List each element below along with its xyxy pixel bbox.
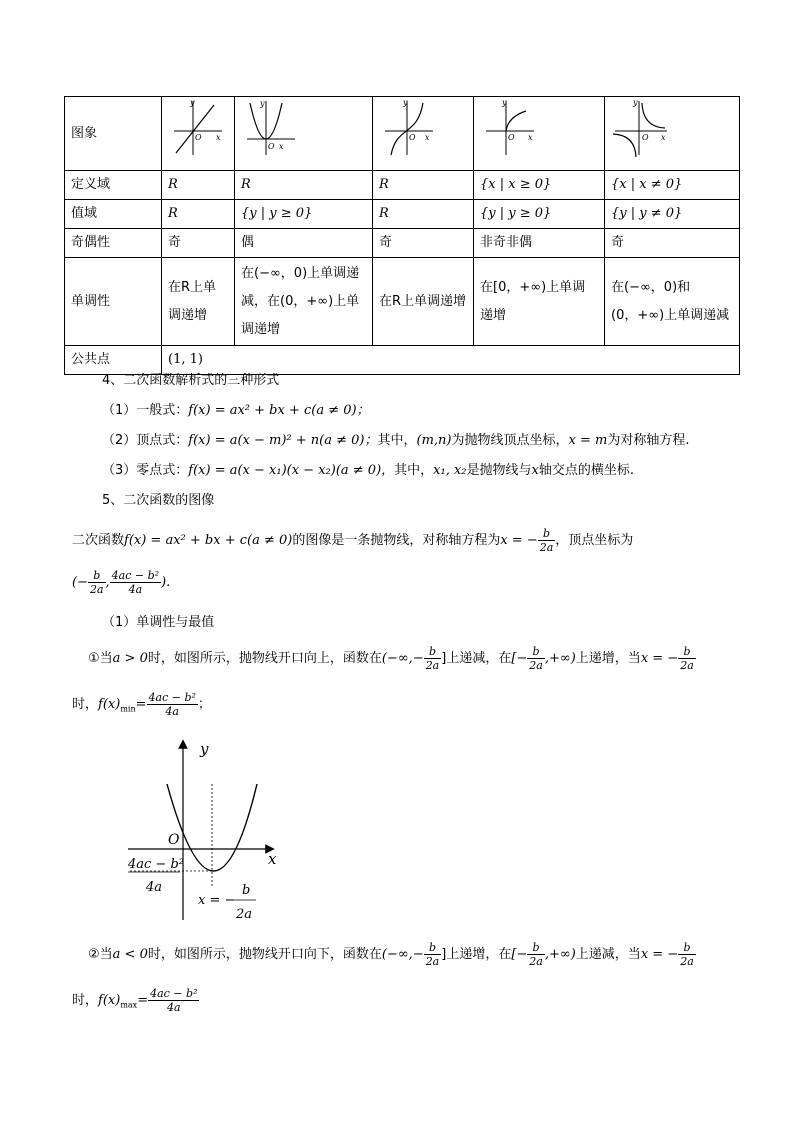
svg-text:y: y [403, 98, 408, 107]
axis-eq-label: x = − [198, 893, 236, 908]
form-general-label: （1）一般式： [102, 403, 189, 418]
frac-num: b [527, 645, 545, 659]
interval: ,+∞) [544, 651, 576, 666]
fraction [148, 987, 199, 1014]
section-4-title: 4、二次函数解析式的三种形式 [102, 373, 280, 388]
f-min: f(x) [98, 697, 121, 712]
axis-eq: x = − [640, 651, 679, 666]
frac-den: 2a [425, 659, 440, 672]
interval: ,+∞) [544, 947, 576, 962]
domain-value: {x | x ≠ 0} [605, 171, 740, 200]
frac-den: 4a [128, 583, 143, 596]
row-header-monotonicity: 单调性 [65, 258, 162, 346]
row-header-range: 值域 [65, 200, 162, 229]
svg-text:O: O [642, 133, 649, 142]
frac-num: 4ac − b² [148, 691, 196, 704]
form-general [102, 402, 370, 420]
text: 的图像是一条抛物线，对称轴方程为 [292, 533, 501, 548]
text: 为抛物线顶点坐标， [451, 433, 569, 448]
text: 二次函数 [72, 533, 125, 548]
form-zero [102, 462, 634, 480]
frac-num: b [88, 569, 106, 583]
form-zero-formula: f(x) = a(x − x₁)(x − x₂)(a ≠ 0)， [188, 463, 395, 478]
svg-text:y: y [633, 98, 638, 107]
frac-den: 2a [529, 659, 543, 672]
text: ]上递减，在 [441, 651, 512, 666]
form-general-formula: f(x) = ax² + bx + c(a ≠ 0)； [188, 403, 370, 418]
graph-y-equals-x-squared [241, 97, 301, 159]
text: ). [161, 575, 171, 590]
frac-den: 2a [89, 583, 104, 596]
svg-text:O: O [268, 142, 275, 151]
graph-y-equals-sqrt-x [480, 97, 540, 159]
frac-den: 2a [529, 955, 543, 968]
roots: x₁, x₂ [433, 463, 467, 478]
text: 上递减，当 [575, 947, 641, 962]
axis-eq: x = − [640, 947, 679, 962]
frac-den: 2a [680, 659, 694, 672]
fraction [678, 941, 696, 968]
parity-value: 奇 [373, 229, 474, 258]
range-value: R [373, 200, 474, 229]
range-value: {y | y ≠ 0} [605, 200, 740, 229]
interval: (−∞,− [381, 651, 424, 666]
graph-y-equals-x [168, 97, 228, 159]
text: ②当 [88, 947, 113, 962]
x-var: x [531, 463, 539, 478]
graph-cell-4 [474, 97, 605, 171]
common-point-value: (1, 1) [162, 346, 740, 375]
text: 上递增，当 [575, 651, 641, 666]
interval: [− [511, 651, 528, 666]
domain-value: {x | x ≥ 0} [474, 171, 605, 200]
parity-value: 奇 [605, 229, 740, 258]
axis-numerator: b [242, 883, 251, 898]
row-header-domain: 定义域 [65, 171, 162, 200]
monotonicity-value: 在[0，+∞)上单调递增 [474, 258, 605, 346]
fraction [424, 645, 442, 672]
range-value: R [162, 200, 235, 229]
row-header-parity: 奇偶性 [65, 229, 162, 258]
svg-text:x: x [425, 133, 430, 142]
monotonicity-value: 在R上单调递增 [373, 258, 474, 346]
interval: [− [511, 947, 528, 962]
row-header-graph: 图象 [65, 97, 162, 171]
parabola-figure [120, 738, 290, 928]
text: 时，如图所示，抛物线开口向下，函数在 [147, 947, 382, 962]
monotonicity-value: 在R上单调递增 [162, 258, 235, 346]
y-label: y [200, 740, 209, 758]
frac-num: b [538, 527, 556, 541]
parity-value: 奇 [162, 229, 235, 258]
fraction [527, 941, 545, 968]
case-2-line [88, 938, 696, 972]
axis-eq: x = − [500, 533, 538, 548]
power-function-table [64, 96, 740, 375]
frac-den: 4a [167, 1001, 181, 1014]
min-numerator: 4ac − b² [128, 857, 184, 872]
range-value: {y | y ≥ 0} [474, 200, 605, 229]
subscript: min [120, 704, 136, 714]
text: ]上递增，在 [441, 947, 512, 962]
text: , [105, 575, 110, 590]
text: 时，如图所示，抛物线开口向上，函数在 [147, 651, 382, 666]
axis-denominator: 2a [236, 907, 253, 922]
range-value: {y | y ≥ 0} [235, 200, 373, 229]
text: 是抛物线与 [466, 463, 532, 478]
form-vertex-label: （2）顶点式： [102, 433, 189, 448]
vertex-coords: (m,n) [416, 433, 452, 448]
domain-value: R [373, 171, 474, 200]
svg-text:O: O [195, 133, 202, 142]
parity-value: 非奇非偶 [474, 229, 605, 258]
text: 时， [72, 697, 99, 712]
row-header-common-point: 公共点 [65, 346, 162, 375]
case-2-result [72, 984, 199, 1023]
section-5-intro [72, 526, 633, 556]
x-label: x [268, 850, 277, 868]
frac-num: b [424, 941, 442, 955]
text: ①当 [88, 651, 113, 666]
condition: a < 0 [112, 947, 148, 962]
section-5-title: 5、二次函数的图像 [102, 493, 215, 508]
interval: (−∞,− [381, 947, 424, 962]
svg-text:y: y [502, 98, 507, 107]
fraction [538, 527, 556, 554]
frac-num: b [424, 645, 442, 659]
text: ，顶点坐标为 [555, 533, 634, 548]
frac-num: b [678, 645, 696, 659]
text: 其中， [394, 463, 434, 478]
domain-value: R [235, 171, 373, 200]
text: 时， [72, 993, 99, 1008]
text: 其中， [377, 433, 417, 448]
monotonicity-value: 在(−∞，0)上单调递减，在(0，+∞)上单调递增 [235, 258, 373, 346]
text: = [137, 993, 149, 1008]
svg-text:y: y [190, 98, 195, 107]
graph-cell-1 [162, 97, 235, 171]
graph-cell-5 [605, 97, 740, 171]
f-max: f(x) [98, 993, 121, 1008]
sub-1-title: （1）单调性与最值 [102, 615, 215, 630]
case-1-result [72, 688, 211, 727]
frac-den: 2a [425, 955, 440, 968]
svg-text:x: x [216, 133, 221, 142]
frac-num: 4ac − b² [150, 987, 198, 1000]
parity-value: 偶 [235, 229, 373, 258]
text: 为对称轴方程. [607, 433, 690, 448]
svg-text:O: O [409, 133, 416, 142]
domain-value: R [162, 171, 235, 200]
axis-equation: x = m [568, 433, 608, 448]
frac-num: b [527, 941, 545, 955]
text: (− [72, 575, 88, 590]
frac-den: 2a [539, 541, 554, 554]
case-1-line [88, 642, 696, 676]
subscript: max [120, 1000, 138, 1010]
quadratic-formula: f(x) = ax² + bx + c(a ≠ 0) [124, 533, 293, 548]
graph-cell-2 [235, 97, 373, 171]
frac-num: b [678, 941, 696, 955]
fraction [678, 645, 696, 672]
frac-den: 2a [680, 955, 694, 968]
svg-text:O: O [508, 133, 515, 142]
form-zero-label: （3）零点式： [102, 463, 189, 478]
form-vertex-formula: f(x) = a(x − m)² + n(a ≠ 0)； [188, 433, 378, 448]
frac-den: 4a [165, 705, 179, 718]
fraction [527, 645, 545, 672]
fraction [424, 941, 442, 968]
svg-text:x: x [279, 142, 284, 151]
svg-text:y: y [260, 99, 265, 108]
svg-text:x: x [661, 133, 666, 142]
graph-y-equals-inverse-x [611, 97, 671, 159]
frac-num: 4ac − b² [111, 569, 160, 582]
origin-label: O [168, 832, 180, 848]
condition: a > 0 [112, 651, 148, 666]
form-vertex [102, 432, 689, 450]
fraction [147, 691, 198, 718]
graph-y-equals-x-cubed [379, 97, 439, 159]
fraction [88, 569, 106, 596]
fraction [110, 569, 161, 596]
text: = [135, 697, 147, 712]
monotonicity-value: 在(−∞，0)和(0，+∞)上单调递减 [605, 258, 740, 346]
text: 轴交点的横坐标. [538, 463, 635, 478]
vertex-coordinates [72, 568, 170, 598]
graph-cell-3 [373, 97, 474, 171]
text: ； [197, 697, 211, 712]
svg-text:x: x [528, 133, 533, 142]
min-denominator: 4a [146, 880, 163, 895]
